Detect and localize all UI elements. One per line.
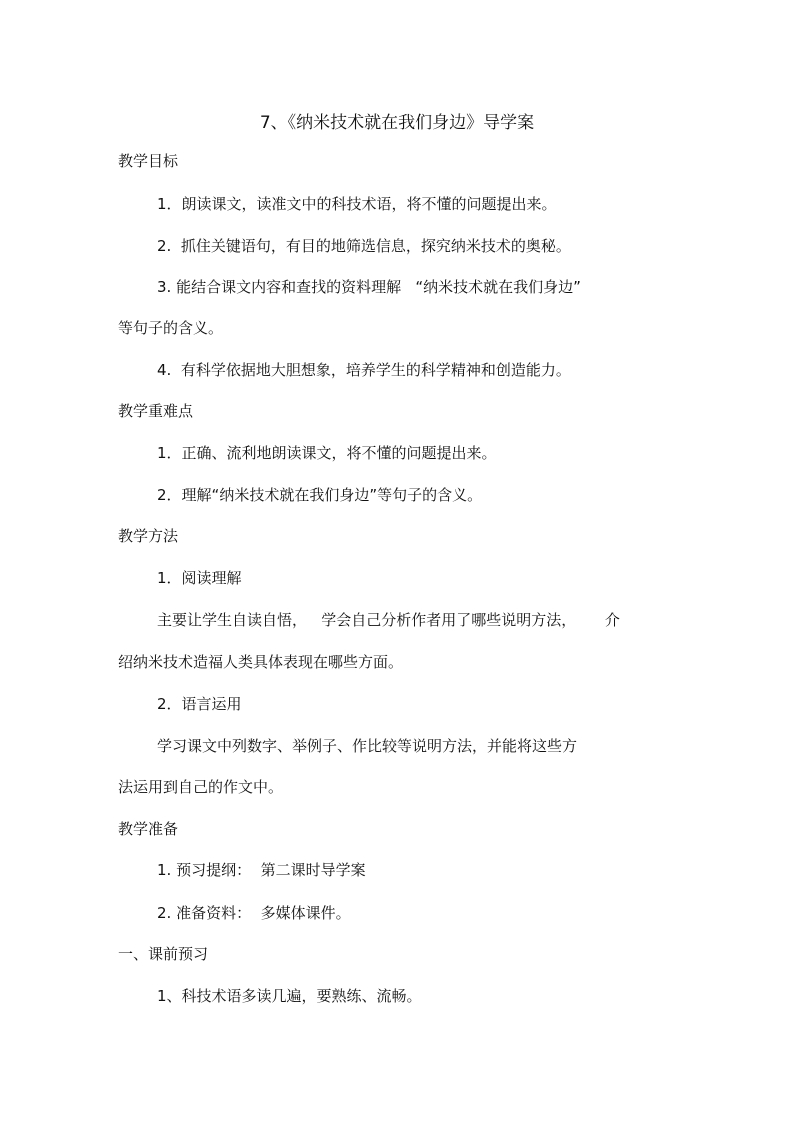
preparation-item-1: 1. 预习提纲： 第二课时导学案 — [157, 861, 366, 879]
method-item-1-desc: 主要让学生自读自悟， 学会自己分析作者用了哪些说明方法， 介 — [157, 611, 620, 629]
method-item-2-desc: 学习课文中列数字、举例子、作比较等说明方法，并能将这些方 — [157, 737, 578, 755]
method-item-2-desc-continued: 法运用到自己的作文中。 — [118, 778, 284, 796]
goal-item-3-continued: 等句子的含义。 — [118, 319, 224, 337]
goal-item-4: 4. 有科学依据地大胆想象，培养学生的科学精神和创造能力。 — [157, 361, 571, 379]
goal-item-3: 3. 能结合课文内容和查找的资料理解 “纳米技术就在我们身边” — [157, 278, 581, 296]
preparation-item-2: 2. 准备资料： 多媒体课件。 — [157, 904, 351, 922]
preview-item-1: 1、科技术语多读几遍，要熟练、流畅。 — [157, 987, 422, 1005]
goal-item-1: 1．朗读课文，读准文中的科技术语，将不懂的问题提出来。 — [157, 195, 557, 213]
section-heading-difficulties: 教学重难点 — [118, 402, 194, 420]
section-heading-preview: 一、课前预习 — [118, 945, 209, 963]
section-heading-goals: 教学目标 — [118, 152, 179, 170]
section-heading-methods: 教学方法 — [118, 527, 179, 545]
goal-item-2: 2. 抓住关键语句，有目的地筛选信息，探究纳米技术的奥秘。 — [157, 237, 571, 255]
method-item-1: 1．阅读理解 — [157, 569, 242, 587]
method-item-2: 2．语言运用 — [157, 695, 242, 713]
method-item-1-desc-continued: 绍纳米技术造福人类具体表现在哪些方面。 — [118, 653, 404, 671]
document-title: 7、《纳米技术就在我们身边》导学案 — [259, 113, 535, 133]
section-heading-preparation: 教学准备 — [118, 820, 179, 838]
difficulty-item-1: 1．正确、流利地朗读课文，将不懂的问题提出来。 — [157, 444, 497, 462]
difficulty-item-2: 2．理解“纳米技术就在我们身边”等句子的含义。 — [157, 486, 483, 504]
